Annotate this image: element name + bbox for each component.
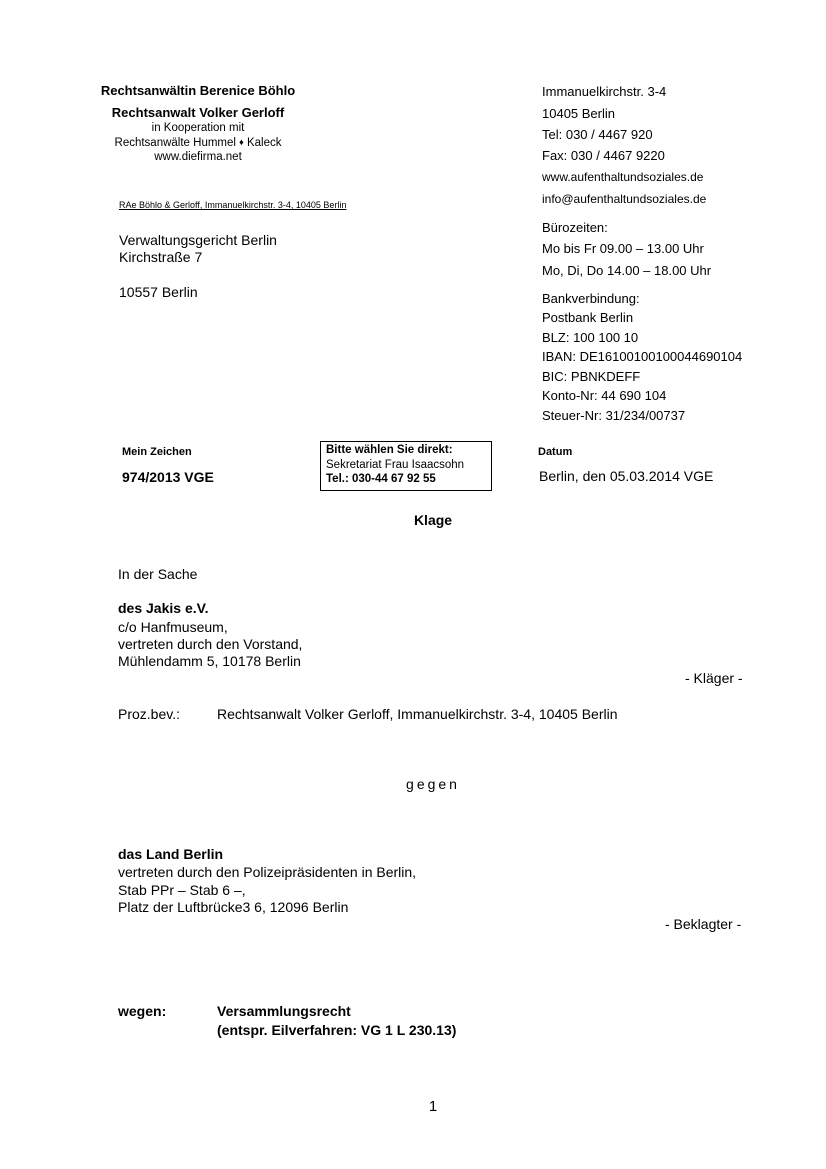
- contact-city: 10405 Berlin: [542, 106, 615, 121]
- contact-email: info@aufenthaltundsoziales.de: [542, 192, 707, 206]
- recipient-street: Kirchstraße 7: [119, 249, 203, 265]
- defendant-role: - Beklagter -: [665, 916, 742, 932]
- diamond-icon: ♦: [239, 137, 244, 147]
- partner-right: Kaleck: [246, 137, 282, 149]
- plaintiff-name: des Jakis e.V.: [118, 600, 209, 616]
- intro-text: In der Sache: [118, 566, 198, 582]
- versus-text: gegen: [406, 776, 460, 792]
- cooperation-text: in Kooperation mit: [151, 122, 245, 134]
- direct-contact-secretary: Sekretariat Frau Isaacsohn: [326, 458, 465, 471]
- lawyer-name-1: Rechtsanwältin Berenice Böhlo: [100, 83, 296, 98]
- bank-label: Bankverbindung:: [542, 291, 640, 306]
- bank-bic: BIC: PBNKDEFF: [542, 369, 641, 384]
- subject-line-2: (entspr. Eilverfahren: VG 1 L 230.13): [217, 1022, 457, 1038]
- my-sign-value: 974/2013 VGE: [122, 469, 214, 485]
- plaintiff-address-3: Mühlendamm 5, 10178 Berlin: [118, 653, 301, 669]
- bank-name: Postbank Berlin: [542, 310, 634, 325]
- contact-tel: Tel: 030 / 4467 920: [542, 127, 653, 142]
- date-label: Datum: [538, 446, 573, 458]
- counsel-label: Proz.bev.:: [118, 706, 180, 722]
- defendant-address-2: Stab PPr – Stab 6 –,: [118, 882, 246, 898]
- lawyer-name-2: Rechtsanwalt Volker Gerloff: [111, 105, 285, 120]
- sender-return-address: RAe Böhlo & Gerloff, Immanuelkirchstr. 3-4, 10405 Berlin: [119, 200, 347, 210]
- my-sign-label: Mein Zeichen: [122, 446, 192, 458]
- office-hours-label: Bürozeiten:: [542, 220, 608, 235]
- office-hours-2: Mo, Di, Do 14.00 – 18.00 Uhr: [542, 263, 712, 278]
- direct-contact-box: [320, 441, 492, 491]
- contact-web: www.aufenthaltundsoziales.de: [542, 170, 704, 184]
- subject-line-1: Versammlungsrecht: [217, 1003, 351, 1019]
- recipient-name: Verwaltungsgericht Berlin: [119, 232, 277, 248]
- plaintiff-role: - Kläger -: [685, 670, 743, 686]
- counsel-value: Rechtsanwalt Volker Gerloff, Immanuelkirchstr. 3-4, 10405 Berlin: [217, 706, 618, 722]
- direct-contact-tel: Tel.: 030-44 67 92 55: [326, 473, 436, 485]
- contact-street: Immanuelkirchstr. 3-4: [542, 84, 667, 99]
- defendant-address-3: Platz der Luftbrücke3 6, 12096 Berlin: [118, 899, 349, 915]
- bank-iban: IBAN: DE16100100100044690104: [542, 349, 743, 364]
- date-value: Berlin, den 05.03.2014 VGE: [539, 468, 714, 484]
- direct-contact-title: Bitte wählen Sie direkt:: [326, 444, 453, 456]
- document-title: Klage: [413, 512, 453, 528]
- plaintiff-address-1: c/o Hanfmuseum,: [118, 619, 228, 635]
- subject-label: wegen:: [118, 1003, 167, 1019]
- plaintiff-address-2: vertreten durch den Vorstand,: [118, 636, 303, 652]
- defendant-address-1: vertreten durch den Polizeipräsidenten in Berlin,: [118, 864, 417, 880]
- tax-number: Steuer-Nr: 31/234/00737: [542, 408, 686, 423]
- partner-firm: [0, 137, 396, 149]
- bank-blz: BLZ: 100 100 10: [542, 330, 639, 345]
- contact-fax: Fax: 030 / 4467 9220: [542, 148, 665, 163]
- recipient-address: [119, 232, 277, 266]
- page-number: 1: [428, 1098, 438, 1115]
- defendant-name: das Land Berlin: [118, 846, 224, 862]
- firm-website: www.diefirma.net: [154, 151, 242, 163]
- bank-account: Konto-Nr: 44 690 104: [542, 388, 667, 403]
- office-hours-1: Mo bis Fr 09.00 – 13.00 Uhr: [542, 241, 704, 256]
- recipient-city: 10557 Berlin: [119, 284, 198, 300]
- partner-left: Rechtsanwälte Hummel: [114, 137, 236, 149]
